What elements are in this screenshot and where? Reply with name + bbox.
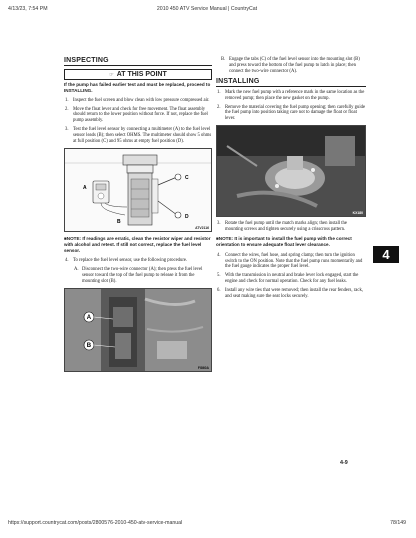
multimeter-figure — [64, 148, 212, 232]
print-url[interactable]: https://support.countrycat.com/posts/2800576-2010-450-atv-service-manual — [8, 520, 183, 526]
print-footer — [8, 520, 406, 530]
right-column — [216, 57, 366, 303]
inspect-step-1: 1. Inspect the fuel screen and blow clean with low pressure compressed air. — [65, 97, 210, 103]
at-this-point-box — [64, 69, 212, 80]
inspect-step-4a: A. Disconnect the two-wire connector (A); then press the fuel level sensor toward the top of the fuel pump to release it from the mounting slot (B). — [74, 267, 203, 285]
print-header — [8, 6, 406, 16]
install-step-3: 3. Rotate the fuel pump until the match marks align; then install the mounting screws and tighten securely using a crisscross pattern. — [217, 221, 347, 233]
inspect-step-3: 3. Test the fuel level sensor by connecting a multimeter (A) to the fuel level sensor leads (B); then select OHMS. The multimeter should show 5 ohms at full position (C) and 95 ohms at empty fuel position (D). — [65, 127, 212, 145]
pump-install-photo — [217, 126, 366, 217]
inspect-step-2: 2. Move the float lever and check for free movement. The float assembly should return to the lower position without force. If not, replace the fuel pump assembly. — [65, 106, 208, 124]
pump-install-photo-figure — [216, 125, 366, 217]
fig1-label-c: C — [185, 174, 189, 181]
fig2-label-b: B — [86, 342, 92, 349]
left-column — [64, 57, 212, 376]
install-step-4: 4. Connect the wires, fuel hose, and spring clamp; then turn the ignition switch to the ON position. Note that the fuel pump runs momentarily and the fuel gauge indicates the proper fuel level. — [217, 252, 363, 270]
fig1-label-a: A — [83, 184, 87, 191]
print-page-count: 78/149 — [390, 520, 406, 526]
inspecting-heading: INSPECTING — [64, 57, 212, 66]
install-step-6: 6. Install any wire ties that were removed; then install the rear fenders, rack, and seat making sure the seat locks securely. — [217, 288, 363, 300]
resistor-note: ■NOTE: If readings are erratic, clean the resistor wiper and resistor with alcohol and retest. If still not correct, replace the fuel level sensor. — [64, 235, 211, 253]
fig1-label-b: B — [117, 218, 121, 225]
multimeter-illustration — [65, 149, 212, 232]
fig1-id: ATV2116 — [195, 225, 209, 230]
page-number: 4-9 — [340, 460, 348, 466]
fuel-pump-photo-figure — [64, 288, 212, 372]
fig3-id: KX180 — [352, 211, 363, 216]
inspect-step-4: 4. To replace the fuel level sensor, use the following procedure. — [65, 258, 188, 264]
print-page-title: 2010 450 ATV Service Manual | CountryCat — [156, 6, 258, 12]
install-step-2: 2. Remove the material covering the fuel pump opening; then carefully guide the fuel pump into position taking care not to damage the float or float lever. — [217, 104, 366, 122]
print-datetime: 4/13/23, 7:54 PM — [8, 6, 48, 12]
orientation-note: ■NOTE: It is important to install the fuel pump with the correct orientation to ensure adequate float lever clearance. — [216, 236, 352, 247]
pointing-hand-icon: ☞ — [109, 72, 114, 78]
at-this-point-label: AT THIS POINT — [116, 71, 167, 78]
at-this-point-note: If the pump has failed earlier test and must be replaced, proceed to INSTALLING. — [64, 82, 211, 93]
fig1-label-d: D — [185, 213, 189, 220]
install-step-5: 5. With the transmission in neutral and brake lever lock engaged, start the engine and check for normal operation. Check for any fuel leaks. — [217, 273, 359, 285]
installing-heading: INSTALLING — [216, 78, 366, 87]
fig2-id: FI860A — [197, 365, 209, 370]
inspect-step-4b: B. Engage the tabs (C) of the fuel level sensor into the mounting slot (B) and press toward the bottom of the fuel pump to latch in place; then connect the two-wire connector (A). — [221, 57, 360, 74]
fuel-pump-photo — [65, 289, 212, 372]
install-step-1: 1. Mark the new fuel pump with a reference mark in the same location as the removed pump; then place the new gasket on the pump. — [217, 89, 365, 101]
section-tab: 4 — [373, 246, 399, 263]
fig2-label-a: A — [86, 314, 92, 321]
